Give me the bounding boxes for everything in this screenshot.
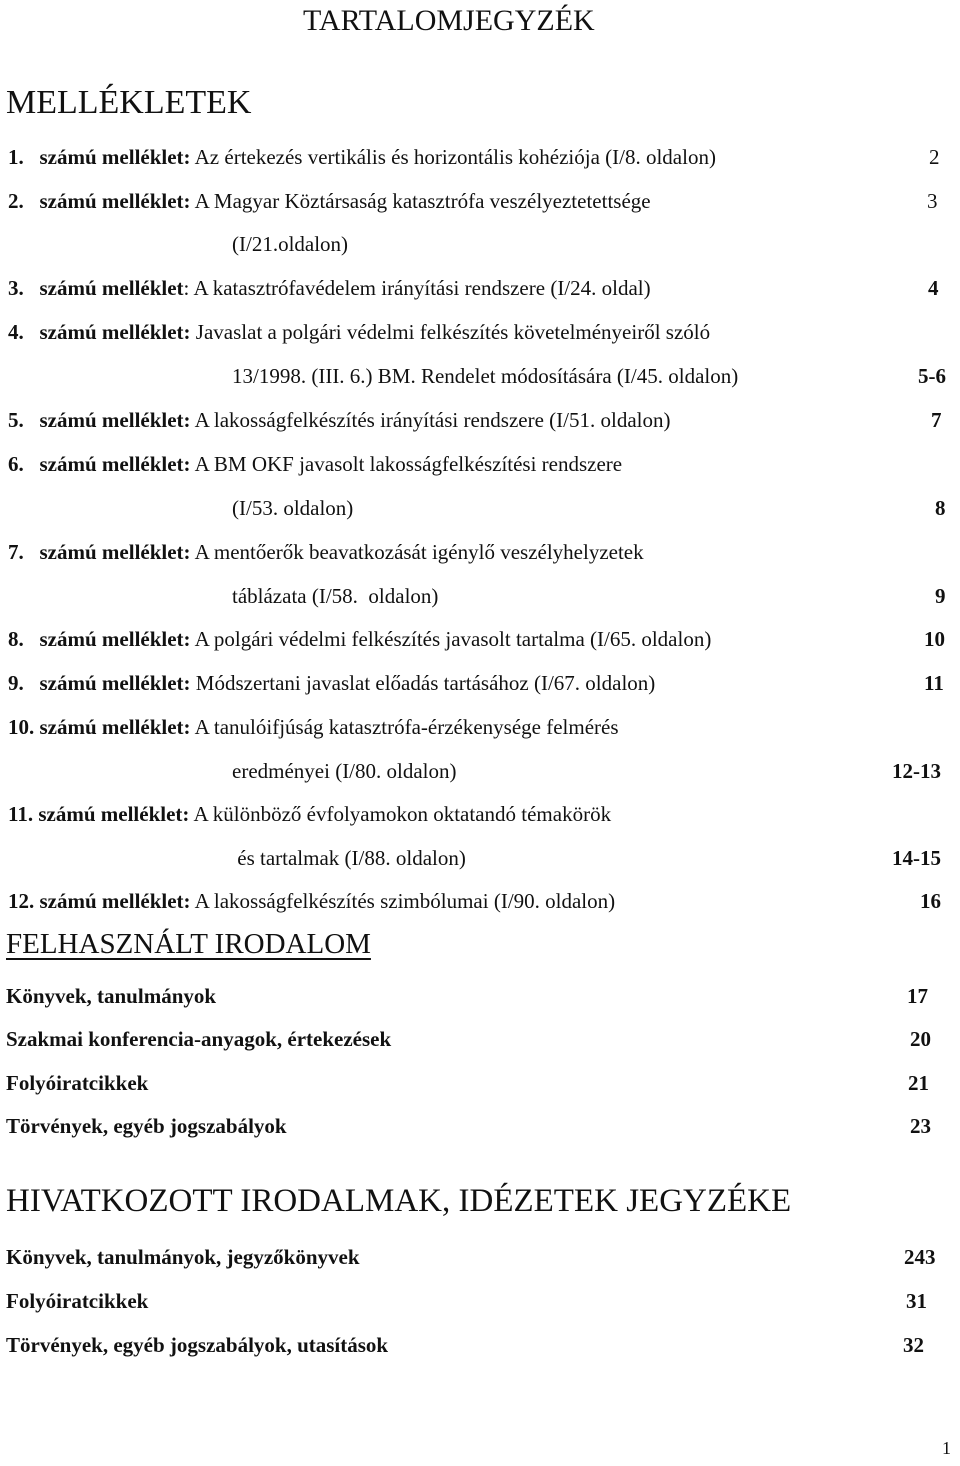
reference-item[interactable]: Folyóiratcikkek: [6, 1289, 149, 1313]
annex-entry[interactable]: [8, 408, 670, 433]
annex-title: A polgári védelmi felkészítés javasolt tartalma (I/65. oldalon): [194, 627, 712, 651]
reference-page: 32: [903, 1333, 924, 1357]
annex-separator: :: [182, 802, 190, 826]
annex-number: 11.: [8, 802, 34, 826]
annex-title: A katasztrófavédelem irányítási rendszere (I/24. oldal): [193, 276, 651, 300]
reference-item[interactable]: Könyvek, tanulmányok, jegyzőkönyvek: [6, 1245, 360, 1269]
annex-title: A Magyar Köztársaság katasztrófa veszélyeztetettsége: [194, 189, 651, 213]
annex-title: A BM OKF javasolt lakosságfelkészítési rendszere: [194, 452, 623, 476]
annex-title-continuation: 13/1998. (III. 6.) BM. Rendelet módosítására (I/45. oldalon): [232, 364, 739, 388]
annex-number: 3.: [8, 276, 24, 300]
annex-separator: :: [183, 320, 191, 344]
annex-title: A tanulóifjúság katasztrófa-érzékenysége felmérés: [194, 715, 619, 739]
annex-number: 10.: [8, 715, 35, 739]
annex-label: számú melléklet: [39, 671, 184, 695]
annex-page: 8: [935, 496, 946, 520]
annex-entry[interactable]: [8, 189, 651, 214]
page-title: TARTALOMJEGYZÉK: [303, 4, 595, 37]
annex-number: 6.: [8, 452, 24, 476]
annex-label: számú melléklet: [39, 320, 184, 344]
annex-page: 11: [924, 671, 944, 695]
annex-number: 1.: [8, 145, 24, 169]
annex-page: 2: [929, 145, 940, 169]
annex-page: 4: [928, 276, 939, 300]
annex-number: 9.: [8, 671, 24, 695]
annex-entry[interactable]: [8, 540, 644, 565]
annex-number: 2.: [8, 189, 24, 213]
annex-page: 5-6: [918, 364, 946, 388]
annex-title-continuation: (I/21.oldalon): [232, 232, 349, 256]
annex-entry[interactable]: [8, 276, 651, 301]
annex-title: Az értekezés vertikális és horizontális kohéziója (I/8. oldalon): [194, 145, 716, 169]
annex-entry[interactable]: [8, 889, 615, 914]
annex-label: számú melléklet: [39, 540, 184, 564]
reference-page: 243: [904, 1245, 936, 1269]
literature-item[interactable]: Könyvek, tanulmányok: [6, 984, 217, 1008]
annex-label: számú melléklet: [39, 627, 184, 651]
literature-page: 23: [910, 1114, 931, 1138]
annex-entry[interactable]: [8, 320, 710, 345]
literature-item[interactable]: Folyóiratcikkek: [6, 1071, 149, 1095]
annex-label: számú melléklet: [38, 802, 183, 826]
annex-separator: :: [183, 540, 191, 564]
annex-separator: :: [183, 276, 190, 300]
annex-number: 4.: [8, 320, 24, 344]
annex-separator: :: [183, 889, 191, 913]
literature-page: 17: [907, 984, 928, 1008]
page-number: 1: [942, 1438, 951, 1458]
annex-separator: :: [183, 715, 191, 739]
annex-title-continuation: eredményei (I/80. oldalon): [232, 759, 457, 783]
annex-title: A lakosságfelkészítés irányítási rendszere (I/51. oldalon): [194, 408, 671, 432]
annex-title-continuation: táblázata (I/58. oldalon): [232, 584, 439, 608]
literature-item[interactable]: Törvények, egyéb jogszabályok: [6, 1114, 287, 1138]
annex-page: 12-13: [892, 759, 941, 783]
annex-entry[interactable]: [8, 671, 655, 696]
annex-number: 8.: [8, 627, 24, 651]
annex-title: Javaslat a polgári védelmi felkészítés követelményeiről szóló: [195, 320, 711, 344]
literature-page: 20: [910, 1027, 931, 1051]
annex-separator: :: [183, 452, 191, 476]
annex-number: 12.: [8, 889, 35, 913]
annexes-heading: MELLÉKLETEK: [6, 84, 252, 121]
annex-label: számú melléklet: [39, 189, 184, 213]
annex-entry[interactable]: [8, 145, 716, 170]
annex-title: A lakosságfelkészítés szimbólumai (I/90. oldalon): [194, 889, 616, 913]
annex-page: 7: [931, 408, 942, 432]
annex-entry[interactable]: [8, 802, 611, 827]
annex-page: 10: [924, 627, 945, 651]
annex-label: számú melléklet: [39, 408, 184, 432]
annex-label: számú melléklet: [39, 145, 184, 169]
annex-label: számú melléklet: [39, 276, 184, 300]
annex-title-continuation: és tartalmak (I/88. oldalon): [232, 846, 466, 870]
annex-title-continuation: (I/53. oldalon): [232, 496, 354, 520]
annex-label: számú melléklet: [39, 889, 184, 913]
literature-item[interactable]: Szakmai konferencia-anyagok, értekezések: [6, 1027, 392, 1051]
annex-title: Módszertani javaslat előadás tartásához (I/67. oldalon): [195, 671, 656, 695]
annex-title: A mentőerők beavatkozását igénylő veszélyhelyzetek: [194, 540, 644, 564]
annex-page: 3: [927, 189, 938, 213]
annex-page: 14-15: [892, 846, 941, 870]
annex-entry[interactable]: [8, 452, 622, 477]
annex-number: 7.: [8, 540, 24, 564]
annex-separator: :: [183, 627, 191, 651]
annex-separator: :: [183, 189, 191, 213]
annex-entry[interactable]: [8, 627, 711, 652]
annex-title: A különböző évfolyamokon oktatandó témakörök: [193, 802, 612, 826]
annex-label: számú melléklet: [39, 715, 184, 739]
reference-item[interactable]: Törvények, egyéb jogszabályok, utasítások: [6, 1333, 389, 1357]
annex-separator: :: [183, 145, 191, 169]
reference-page: 31: [906, 1289, 927, 1313]
annex-separator: :: [183, 408, 191, 432]
literature-page: 21: [908, 1071, 929, 1095]
annex-label: számú melléklet: [39, 452, 184, 476]
references-heading: HIVATKOZOTT IRODALMAK, IDÉZETEK JEGYZÉKE: [6, 1183, 792, 1219]
annex-page: 16: [920, 889, 941, 913]
annex-entry[interactable]: [8, 715, 619, 740]
annex-separator: :: [183, 671, 191, 695]
annex-page: 9: [935, 584, 946, 608]
annex-number: 5.: [8, 408, 24, 432]
literature-heading: FELHASZNÁLT IRODALOM: [6, 928, 371, 960]
